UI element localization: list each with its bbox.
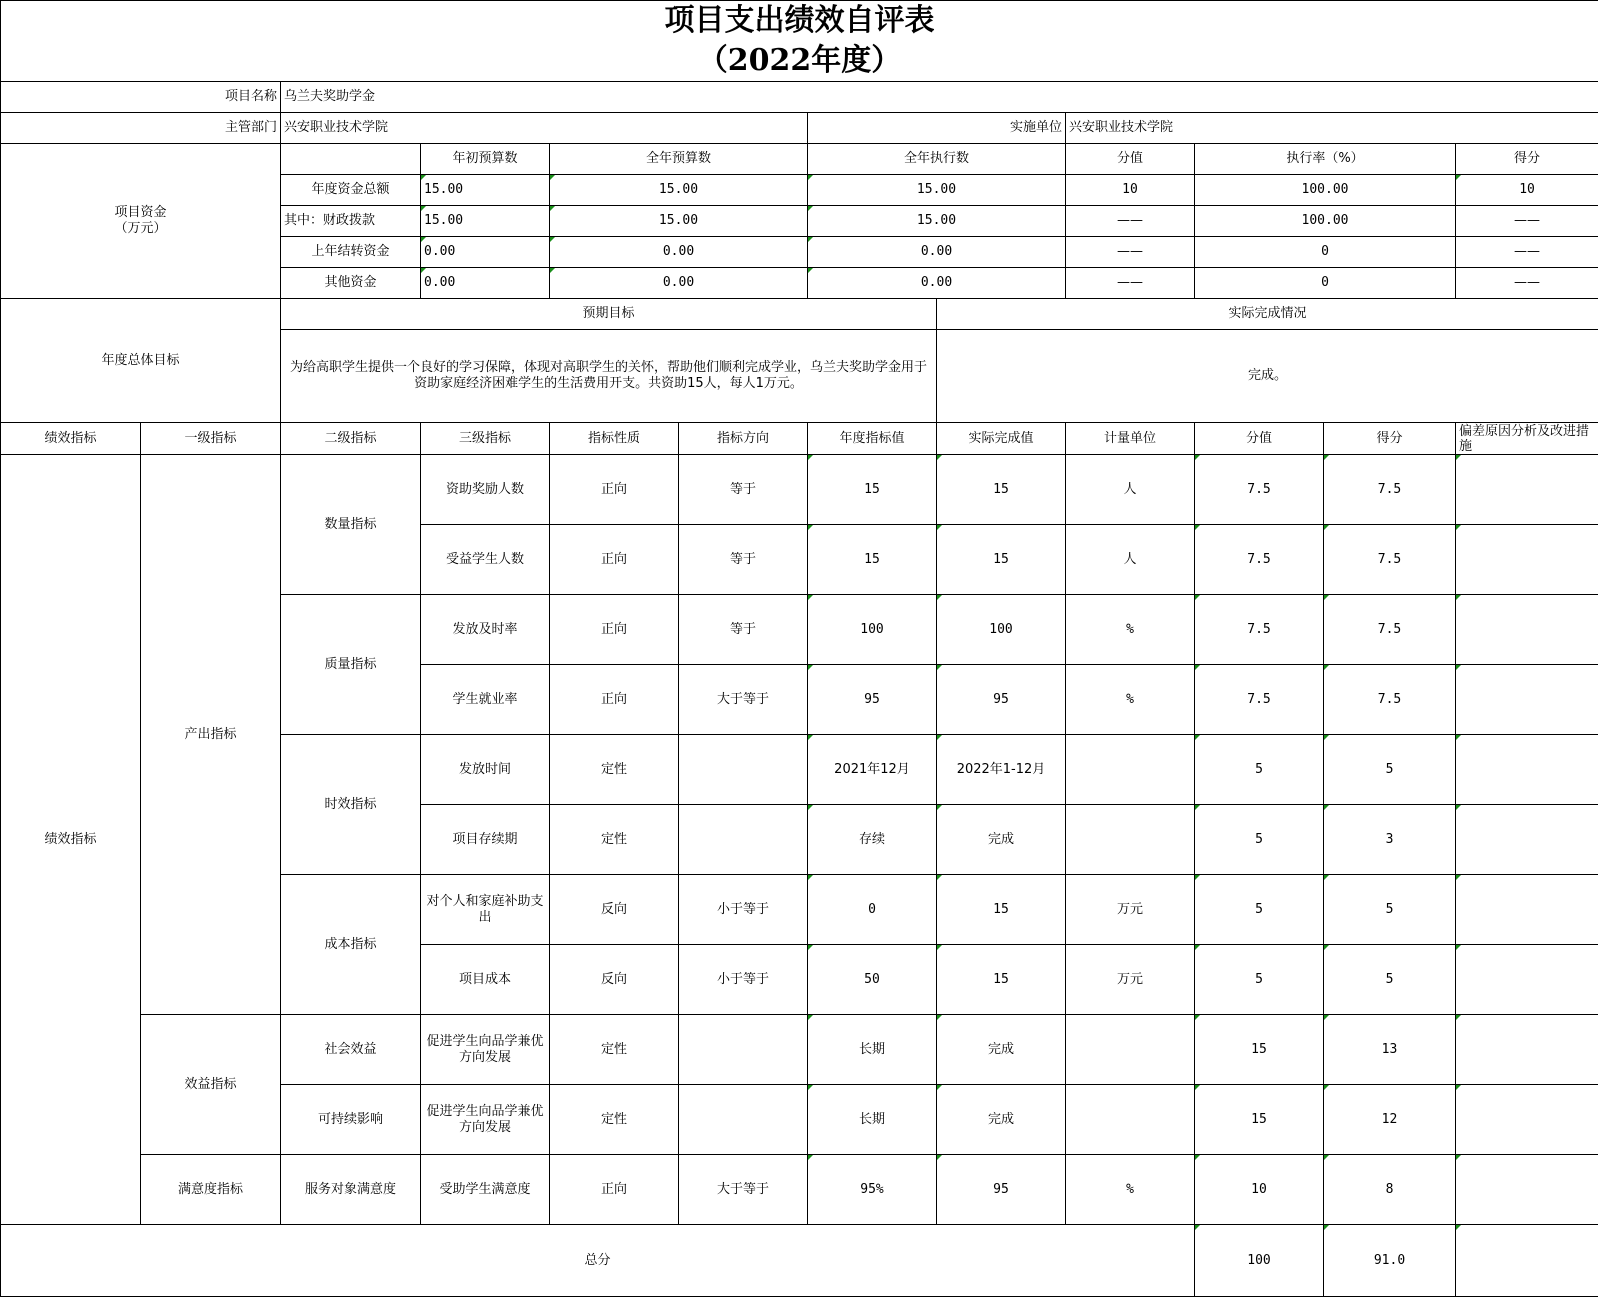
indicator-deviation	[1456, 1085, 1598, 1155]
indicator-name: 受益学生人数	[421, 525, 550, 595]
indicator-score: 5	[1324, 875, 1456, 945]
indicator-deviation	[1456, 1155, 1598, 1225]
funds-rate-value: 0	[1195, 237, 1456, 268]
impl-unit-value: 兴安职业技术学院	[1066, 113, 1598, 144]
indicator-unit: 万元	[1066, 945, 1195, 1015]
indicator-nature: 定性	[550, 805, 679, 875]
indicator-deviation	[1456, 595, 1598, 665]
indicator-score: 7.5	[1324, 455, 1456, 525]
funds-header-initial: 年初预算数	[421, 144, 550, 175]
total-label: 总分	[1, 1225, 1195, 1297]
indicator-unit	[1066, 735, 1195, 805]
indicator-unit: 人	[1066, 455, 1195, 525]
indicator-direction: 等于	[679, 595, 808, 665]
funds-initial-value: 15.00	[421, 206, 550, 237]
level2-social: 社会效益	[281, 1015, 421, 1085]
indicator-name: 发放及时率	[421, 595, 550, 665]
indicator-score: 13	[1324, 1015, 1456, 1085]
funds-executed-value: 0.00	[808, 268, 1066, 299]
impl-unit-label: 实施单位	[808, 113, 1066, 144]
level2-timeliness: 时效指标	[281, 735, 421, 875]
indicator-nature: 反向	[550, 875, 679, 945]
indicator-unit: %	[1066, 1155, 1195, 1225]
funds-row-name: 其中：财政拨款	[281, 206, 421, 237]
indicator-nature: 正向	[550, 1155, 679, 1225]
indicator-name: 资助奖励人数	[421, 455, 550, 525]
indicator-target: 存续	[808, 805, 937, 875]
header-level1: 一级指标	[141, 423, 281, 455]
indicator-deviation	[1456, 455, 1598, 525]
indicator-unit: 人	[1066, 525, 1195, 595]
indicator-deviation	[1456, 875, 1598, 945]
indicator-score-value: 7.5	[1195, 595, 1324, 665]
indicator-score-value: 15	[1195, 1015, 1324, 1085]
indicator-target: 100	[808, 595, 937, 665]
indicator-deviation	[1456, 735, 1598, 805]
indicator-target: 50	[808, 945, 937, 1015]
indicator-nature: 正向	[550, 525, 679, 595]
indicator-score-value: 7.5	[1195, 455, 1324, 525]
level1-satisfaction: 满意度指标	[141, 1155, 281, 1225]
funds-initial-value: 0.00	[421, 237, 550, 268]
indicator-direction	[679, 735, 808, 805]
indicator-target: 长期	[808, 1085, 937, 1155]
indicator-target: 长期	[808, 1015, 937, 1085]
funds-executed-value: 15.00	[808, 175, 1066, 206]
indicator-unit: %	[1066, 665, 1195, 735]
indicator-direction: 大于等于	[679, 1155, 808, 1225]
indicator-score: 3	[1324, 805, 1456, 875]
indicator-score: 12	[1324, 1085, 1456, 1155]
indicator-name: 学生就业率	[421, 665, 550, 735]
goal-actual-text: 完成。	[937, 330, 1598, 423]
indicator-actual: 15	[937, 945, 1066, 1015]
indicator-deviation	[1456, 945, 1598, 1015]
header-performance: 绩效指标	[1, 423, 141, 455]
indicator-actual: 完成	[937, 1015, 1066, 1085]
level2-service-satisfaction: 服务对象满意度	[281, 1155, 421, 1225]
indicator-score-value: 5	[1195, 945, 1324, 1015]
indicator-unit	[1066, 1015, 1195, 1085]
indicator-deviation	[1456, 805, 1598, 875]
indicator-score: 5	[1324, 735, 1456, 805]
total-score: 91.0	[1324, 1225, 1456, 1297]
funds-row-name: 上年结转资金	[281, 237, 421, 268]
indicator-deviation	[1456, 665, 1598, 735]
indicator-target: 15	[808, 525, 937, 595]
project-name-label: 项目名称	[1, 82, 281, 113]
indicator-nature: 定性	[550, 1015, 679, 1085]
indicator-name: 项目成本	[421, 945, 550, 1015]
level2-quantity: 数量指标	[281, 455, 421, 595]
funds-annual-value: 15.00	[550, 206, 808, 237]
indicator-target: 95%	[808, 1155, 937, 1225]
funds-executed-value: 15.00	[808, 206, 1066, 237]
dept-value: 兴安职业技术学院	[281, 113, 808, 144]
indicator-nature: 正向	[550, 455, 679, 525]
level2-quality: 质量指标	[281, 595, 421, 735]
indicator-row	[1, 455, 1598, 525]
goal-actual-header: 实际完成情况	[937, 299, 1598, 330]
indicator-actual: 2022年1-12月	[937, 735, 1066, 805]
indicator-name: 促进学生向品学兼优方向发展	[421, 1085, 550, 1155]
indicator-name: 发放时间	[421, 735, 550, 805]
title-text: 项目支出绩效自评表	[4, 1, 1595, 41]
funds-header-score: 得分	[1456, 144, 1598, 175]
funds-score: ——	[1456, 268, 1598, 299]
funds-label-text: 项目资金	[4, 205, 277, 221]
funds-header-rate: 执行率（%）	[1195, 144, 1456, 175]
goal-expected-text: 为给高职学生提供一个良好的学习保障，体现对高职学生的关怀，帮助他们顺利完成学业，乌兰夫奖助学金用于资助家庭经济困难学生的生活费用开支。共资助15人，每人1万元。	[281, 330, 937, 423]
funds-rate-value: 100.00	[1195, 206, 1456, 237]
funds-header-score-value: 分值	[1066, 144, 1195, 175]
header-deviation: 偏差原因分析及改进措施	[1456, 423, 1598, 455]
funds-annual-value: 0.00	[550, 237, 808, 268]
header-nature: 指标性质	[550, 423, 679, 455]
indicator-unit	[1066, 805, 1195, 875]
funds-score-value: 10	[1066, 175, 1195, 206]
indicator-score-value: 7.5	[1195, 525, 1324, 595]
level2-sustainable: 可持续影响	[281, 1085, 421, 1155]
header-unit: 计量单位	[1066, 423, 1195, 455]
indicator-actual: 15	[937, 875, 1066, 945]
indicator-direction: 等于	[679, 525, 808, 595]
indicator-score: 8	[1324, 1155, 1456, 1225]
indicator-actual: 完成	[937, 1085, 1066, 1155]
indicator-direction: 等于	[679, 455, 808, 525]
level2-cost: 成本指标	[281, 875, 421, 1015]
indicator-unit: %	[1066, 595, 1195, 665]
indicator-nature: 定性	[550, 1085, 679, 1155]
indicator-direction	[679, 1085, 808, 1155]
indicator-target: 15	[808, 455, 937, 525]
indicator-unit: 万元	[1066, 875, 1195, 945]
indicator-name: 受助学生满意度	[421, 1155, 550, 1225]
indicator-target: 95	[808, 665, 937, 735]
total-row	[1, 1225, 1598, 1297]
funds-header-blank	[281, 144, 421, 175]
header-score-value: 分值	[1195, 423, 1324, 455]
level1-benefit: 效益指标	[141, 1015, 281, 1155]
header-direction: 指标方向	[679, 423, 808, 455]
indicator-nature: 正向	[550, 595, 679, 665]
indicator-deviation	[1456, 1015, 1598, 1085]
indicator-actual: 95	[937, 665, 1066, 735]
funds-score-value: ——	[1066, 268, 1195, 299]
header-level2: 二级指标	[281, 423, 421, 455]
indicator-target: 2021年12月	[808, 735, 937, 805]
indicator-actual: 15	[937, 455, 1066, 525]
funds-header-annual: 全年预算数	[550, 144, 808, 175]
indicator-actual: 95	[937, 1155, 1066, 1225]
funds-header-executed: 全年执行数	[808, 144, 1066, 175]
indicator-header-row	[1, 423, 1598, 455]
indicator-direction: 小于等于	[679, 945, 808, 1015]
dept-label: 主管部门	[1, 113, 281, 144]
indicator-direction: 小于等于	[679, 875, 808, 945]
indicator-score: 7.5	[1324, 525, 1456, 595]
funds-score: ——	[1456, 206, 1598, 237]
header-target: 年度指标值	[808, 423, 937, 455]
indicator-target: 0	[808, 875, 937, 945]
indicator-score-value: 7.5	[1195, 665, 1324, 735]
indicator-score: 5	[1324, 945, 1456, 1015]
indicator-direction	[679, 1015, 808, 1085]
funds-initial-value: 15.00	[421, 175, 550, 206]
level1-output: 产出指标	[141, 455, 281, 1015]
indicator-direction	[679, 805, 808, 875]
performance-side-label: 绩效指标	[1, 455, 141, 1225]
funds-row-name: 年度资金总额	[281, 175, 421, 206]
indicator-name: 对个人和家庭补助支出	[421, 875, 550, 945]
header-score: 得分	[1324, 423, 1456, 455]
goal-expected-header: 预期目标	[281, 299, 937, 330]
total-deviation	[1456, 1225, 1598, 1297]
goal-label: 年度总体目标	[1, 299, 281, 423]
funds-score: ——	[1456, 237, 1598, 268]
funds-annual-value: 15.00	[550, 175, 808, 206]
indicator-name: 项目存续期	[421, 805, 550, 875]
funds-initial-value: 0.00	[421, 268, 550, 299]
indicator-row	[1, 1015, 1598, 1085]
indicator-deviation	[1456, 525, 1598, 595]
funds-annual-value: 0.00	[550, 268, 808, 299]
indicator-score-value: 15	[1195, 1085, 1324, 1155]
indicator-actual: 100	[937, 595, 1066, 665]
page-title	[1, 1, 1598, 82]
indicator-unit	[1066, 1085, 1195, 1155]
indicator-row	[1, 1155, 1598, 1225]
indicator-actual: 15	[937, 525, 1066, 595]
indicator-nature: 反向	[550, 945, 679, 1015]
project-name-value: 乌兰夫奖助学金	[281, 82, 1598, 113]
indicator-score: 7.5	[1324, 595, 1456, 665]
funds-rate-value: 100.00	[1195, 175, 1456, 206]
indicator-nature: 正向	[550, 665, 679, 735]
indicator-direction: 大于等于	[679, 665, 808, 735]
total-score-value: 100	[1195, 1225, 1324, 1297]
indicator-name: 促进学生向品学兼优方向发展	[421, 1015, 550, 1085]
funds-rate-value: 0	[1195, 268, 1456, 299]
funds-score-value: ——	[1066, 206, 1195, 237]
funds-score: 10	[1456, 175, 1598, 206]
header-level3: 三级指标	[421, 423, 550, 455]
funds-row-name: 其他资金	[281, 268, 421, 299]
indicator-nature: 定性	[550, 735, 679, 805]
funds-score-value: ——	[1066, 237, 1195, 268]
funds-label	[1, 144, 281, 299]
header-actual: 实际完成值	[937, 423, 1066, 455]
subtitle-text: （2022年度）	[4, 41, 1595, 81]
indicator-score-value: 5	[1195, 875, 1324, 945]
indicator-score: 7.5	[1324, 665, 1456, 735]
funds-unit-text: （万元）	[4, 221, 277, 237]
funds-executed-value: 0.00	[808, 237, 1066, 268]
indicator-score-value: 5	[1195, 735, 1324, 805]
indicator-score-value: 5	[1195, 805, 1324, 875]
indicator-score-value: 10	[1195, 1155, 1324, 1225]
indicator-actual: 完成	[937, 805, 1066, 875]
